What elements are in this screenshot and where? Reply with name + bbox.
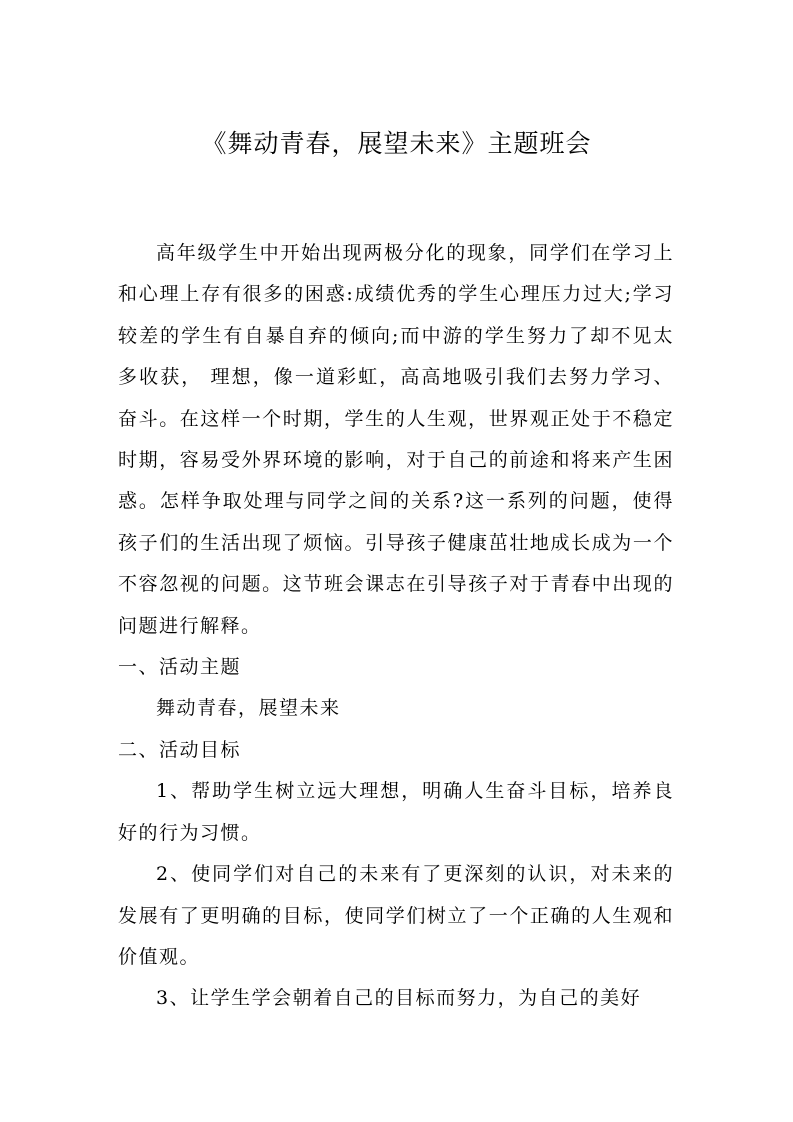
- document-title: 《舞动青春，展望未来》主题班会: [201, 129, 592, 158]
- section1-heading: 一、活动主题: [118, 656, 242, 679]
- section1-text: 舞动青春，展望未来: [156, 697, 341, 720]
- section2-heading: 二、活动目标: [118, 738, 242, 761]
- document-body: [118, 233, 674, 1020]
- intro-paragraph: 高年级学生中开始出现两极分化的现象，同学们在学习上和心理上存有很多的困惑:成绩优秀的学生心理压力过大;学习较差的学生有自暴自弃的倾向;而中游的学生努力了却不见太多收获， 理想，像一道彩虹，高高地吸引我们去努力学习、奋斗。在这样一个时期，学生的人生观，世界观正处于不稳定时期，容易受外界环境的影响，对于自己的前途和将来产生困惑。怎样争取处理与同学之间的关系?这一系列的问题，使得孩子们的生活出现了烦恼。引导孩子健康茁壮地成长成为一个不容忽视的问题。这节班会课志在引导孩子对于青春中出现的问题进行解释。: [118, 242, 674, 637]
- goal-3: 3、让学生学会朝着自己的目标而努力，为自己的美好: [156, 987, 642, 1010]
- goal-1: 1、帮助学生树立远大理想，明确人生奋斗目标，培养良好的行为习惯。: [118, 780, 674, 844]
- goal-2: 2、使同学们对自己的未来有了更深刻的认识，对未来的发展有了更明确的目标，使同学们树立了一个正确的人生观和价值观。: [118, 863, 674, 968]
